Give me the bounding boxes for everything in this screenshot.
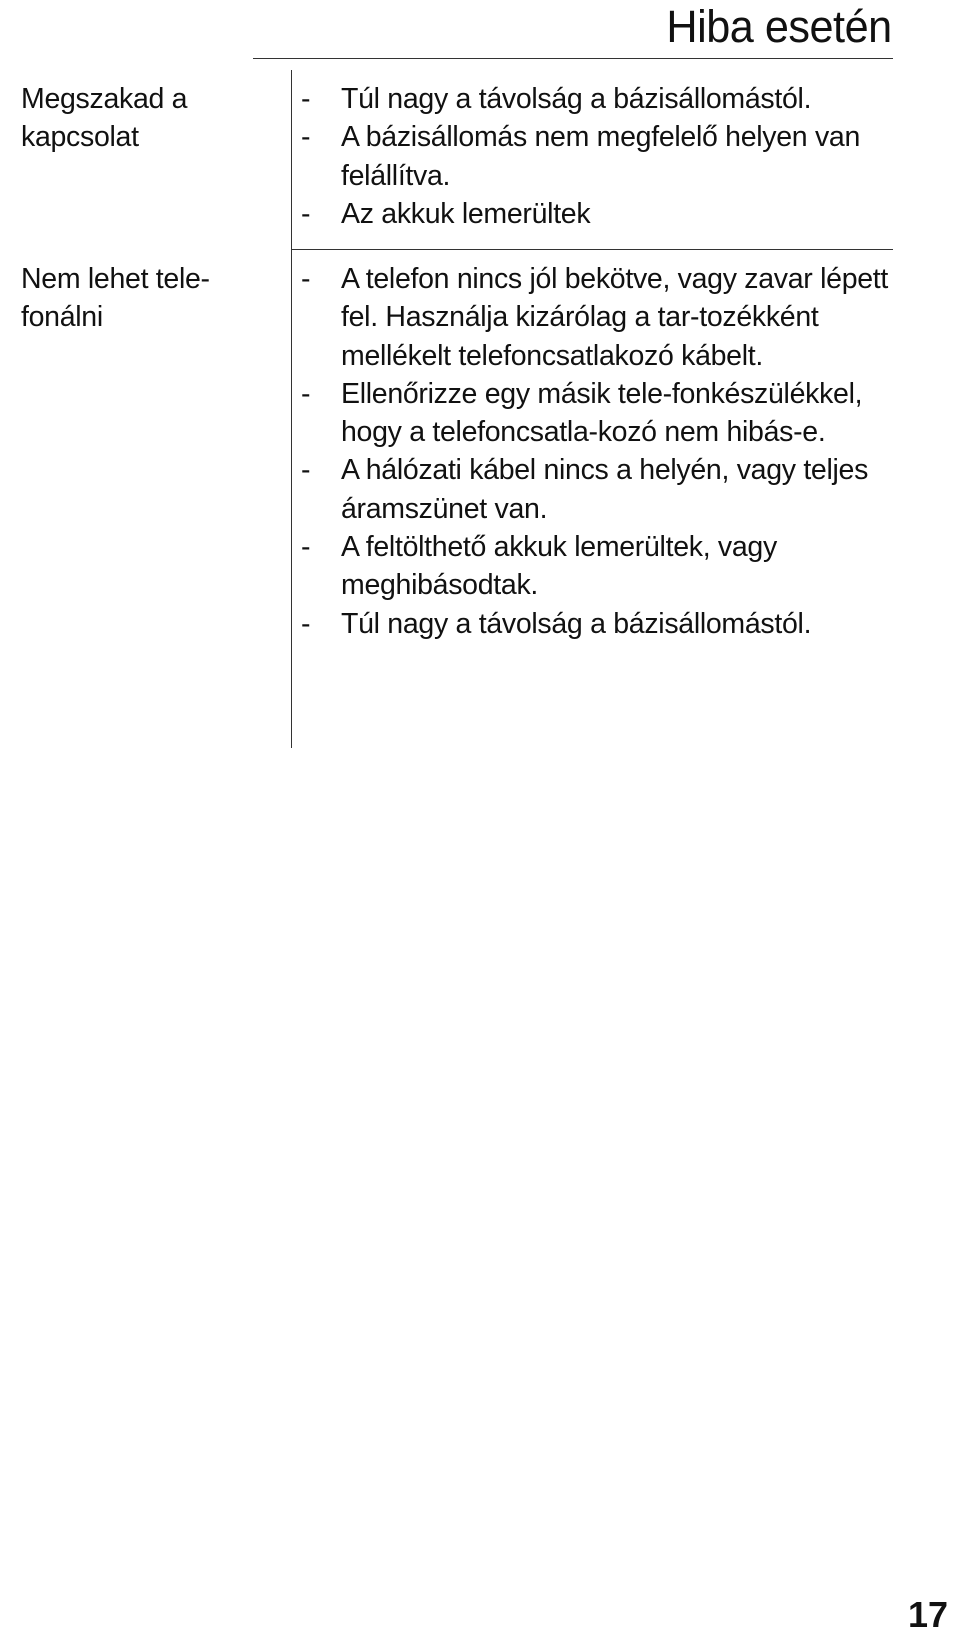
cause-text: A bázisállomás nem megfelelő helyen van felállítva. [341, 121, 861, 192]
cause-item [301, 118, 891, 195]
bullet-dash: - [301, 83, 311, 115]
cause-list-cannot-call [301, 260, 891, 643]
cause-text: Túl nagy a távolság a bázisállomástól. [341, 607, 812, 640]
cause-item [301, 528, 891, 605]
problem-label-connection-lost: Megszakad a kapcsolat [21, 83, 188, 153]
row-divider [291, 249, 893, 250]
cause-item [301, 451, 891, 528]
bullet-dash: - [301, 607, 311, 640]
bullet-dash: - [301, 377, 311, 410]
column-divider [291, 70, 292, 748]
bullet-dash: - [301, 454, 311, 487]
cause-list-connection-lost [301, 80, 891, 233]
page-title: Hiba esetén [666, 1, 892, 52]
cause-item [301, 260, 891, 375]
cause-text: A feltölthető akkuk lemerültek, vagy meghibásodtak. [341, 531, 777, 602]
bullet-dash: - [301, 121, 311, 154]
cause-text: Az akkuk lemerültek [341, 197, 591, 230]
cause-item [301, 605, 891, 643]
bullet-dash: - [301, 197, 311, 230]
bullet-dash: - [301, 263, 311, 295]
cause-item [301, 195, 891, 233]
bullet-dash: - [301, 531, 311, 564]
cause-item [301, 375, 891, 452]
cause-text: Ellenőrizze egy másik tele-fonkészülékkel, hogy a telefoncsatla-kozó nem hibás-e. [341, 377, 863, 449]
page-number: 17 [907, 1594, 948, 1635]
cause-item [301, 80, 891, 118]
cause-text: A hálózati kábel nincs a helyén, vagy teljes áramszünet van. [341, 454, 869, 525]
problem-label-cannot-call: Nem lehet tele-fonálni [21, 263, 210, 333]
title-rule [253, 58, 893, 59]
cause-text: Túl nagy a távolság a bázisállomástól. [341, 83, 812, 115]
cause-text: A telefon nincs jól bekötve, vagy zavar lépett fel. Használja kizárólag a tar-tozékként mellékelt telefoncsatlakozó kábelt. [341, 263, 889, 372]
